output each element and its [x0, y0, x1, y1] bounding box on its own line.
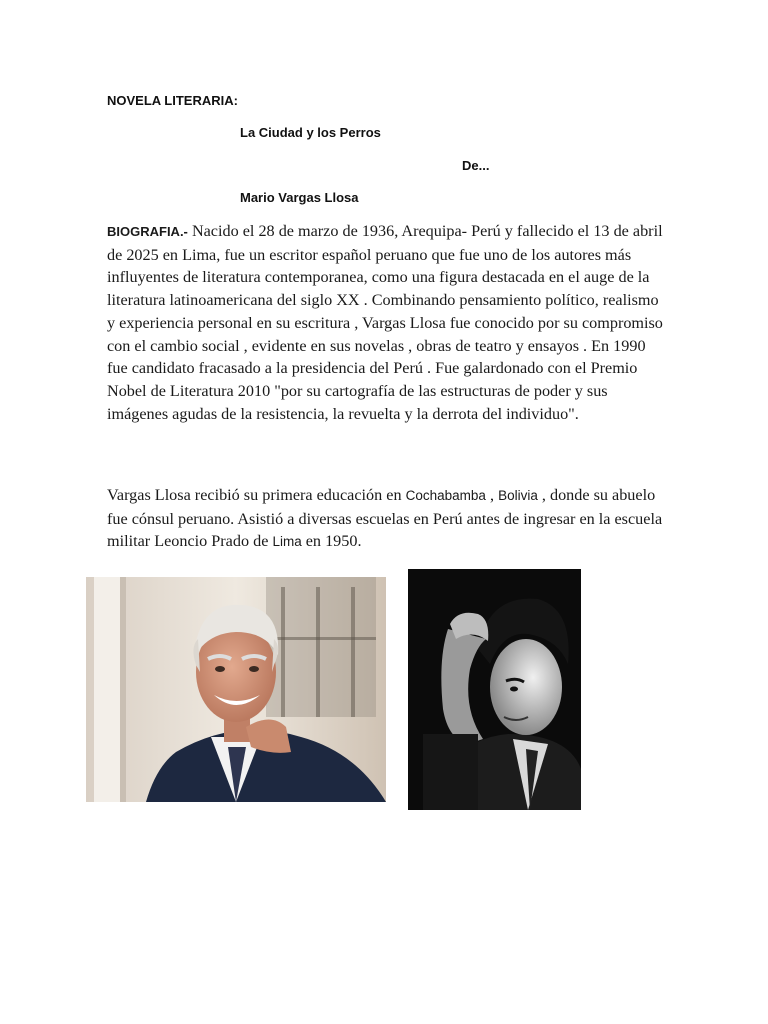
by-label: De...: [462, 158, 490, 173]
place-lima: Lima: [272, 534, 302, 550]
photo-older-author: [86, 577, 386, 802]
place-cochabamba: Cochabamba: [405, 488, 486, 503]
biography-paragraph: [107, 220, 667, 425]
author-name: Mario Vargas Llosa: [240, 190, 359, 205]
place-bolivia: Bolivia: [498, 488, 538, 503]
education-text-2: , donde su abuelo fue cónsul peruano. Asistió a diversas escuelas en Perú antes de ingresar en la escuela militar Leoncio Prado de: [107, 486, 663, 551]
biography-label: BIOGRAFIA.-: [107, 224, 188, 239]
section-heading: NOVELA LITERARIA:: [107, 93, 238, 108]
photo-young-author: [408, 569, 581, 810]
book-title: La Ciudad y los Perros: [240, 125, 381, 140]
education-text-3: en 1950.: [301, 532, 362, 551]
education-text-1: Vargas Llosa recibió su primera educación en: [107, 486, 406, 504]
education-sep-1: ,: [485, 486, 499, 504]
education-paragraph: [107, 484, 667, 554]
biography-text: Nacido el 28 de marzo de 1936, Arequipa- Perú y fallecido el 13 de abril de 2025 en Lima, fue un escritor español peruano que fue uno de los autores más influyentes de literatura contemporanea, como una figura destacada en el auge de la literatura latinoamericana del siglo XX . Combinando pensamiento político, realismo y experiencia personal en su escritura , Vargas Llosa fue conocido por su compromiso con el cambio social , evidente en sus novelas , obras de teatro y ensayos . En 1990 fue candidato fracasado a la presidencia del Perú . Fue galardonado con el Premio Nobel de Literatura 2010 "por su cartografía de las estructuras de poder y sus imágenes agudas de la resistencia, la revuelta y la derrota del individuo".: [107, 222, 663, 423]
